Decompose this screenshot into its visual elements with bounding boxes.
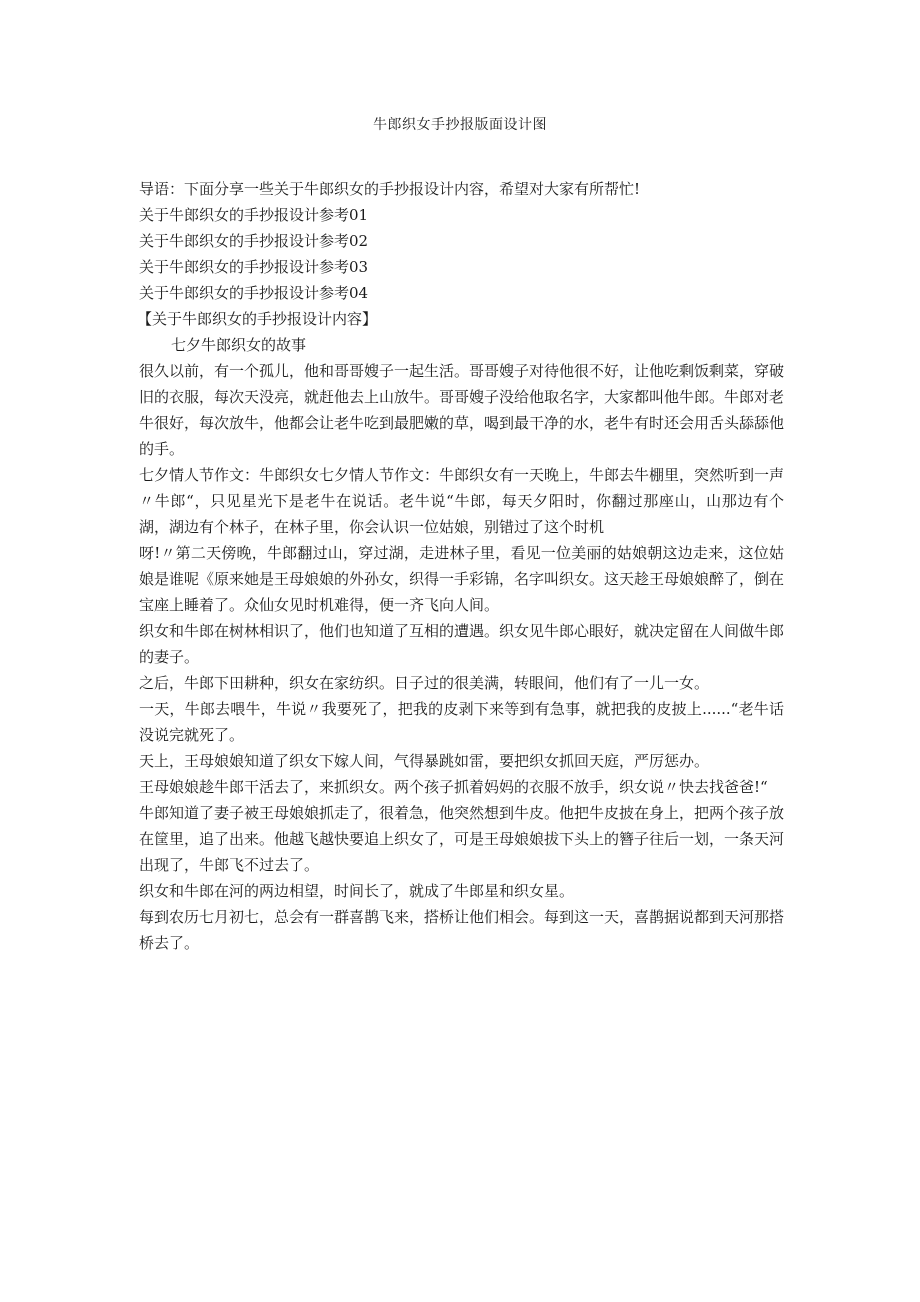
story-paragraph: 呀!〃第二天傍晚，牛郎翻过山，穿过湖，走进林子里，看见一位美丽的姑娘朝这边走来，这位姑娘是谁呢《原来她是王母娘娘的外孙女，织得一手彩锦，名字叫织女。这天趁王母娘娘醉了，倒在宝座上睡着了。众仙女见时机难得，便一齐飞向人间。: [139, 544, 785, 614]
reference-link-04: 关于牛郎织女的手抄报设计参考04: [139, 284, 369, 302]
story-title: 七夕牛郎织女的故事: [171, 336, 307, 354]
reference-link-02: 关于牛郎织女的手抄报设计参考02: [139, 232, 369, 250]
story-paragraph: 织女和牛郎在河的两边相望，时间长了，就成了牛郎星和织女星。: [139, 882, 575, 900]
reference-link-01: 关于牛郎织女的手抄报设计参考01: [139, 206, 369, 224]
section-heading: 【关于牛郎织女的手抄报设计内容】: [137, 310, 378, 328]
story-paragraph: 天上，王母娘娘知道了织女下嫁人间，气得暴跳如雷，要把织女抓回天庭，严厉惩办。: [139, 752, 710, 770]
reference-link-03: 关于牛郎织女的手抄报设计参考03: [139, 258, 369, 276]
story-paragraph: 很久以前，有一个孤儿，他和哥哥嫂子一起生活。哥哥嫂子对待他很不好，让他吃剩饭剩菜，穿破旧的衣服，每次天没亮，就赶他去上山放牛。哥哥嫂子没给他取名字，大家都叫他牛郎。牛郎对老牛很好，每次放牛，他都会让老牛吃到最肥嫩的草，喝到最干净的水，老牛有时还会用舌头舔舔他的手。: [139, 362, 785, 458]
document-title: 牛郎织女手抄报版面设计图: [373, 117, 547, 133]
story-paragraph: 王母娘娘趁牛郎干活去了，来抓织女。两个孩子抓着妈妈的衣服不放手，织女说〃快去找爸爸!“: [139, 778, 768, 796]
document-body: [139, 176, 784, 956]
story-paragraph: 织女和牛郎在树林相识了，他们也知道了互相的遭遇。织女见牛郎心眼好，就决定留在人间做牛郎的妻子。: [139, 622, 785, 666]
story-paragraph: 之后，牛郎下田耕种，织女在家纺织。日子过的很美满，转眼间，他们有了一儿一女。: [139, 674, 710, 692]
story-paragraph: 一天，牛郎去喂牛，牛说〃我要死了，把我的皮剥下来等到有急事，就把我的皮披上......“老牛话没说完就死了。: [139, 700, 784, 744]
intro-text: 导语：下面分享一些关于牛郎织女的手抄报设计内容，希望对大家有所帮忙!: [139, 180, 641, 198]
story-paragraph: 七夕情人节作文：牛郎织女七夕情人节作文：牛郎织女有一天晚上，牛郎去牛棚里，突然听到一声〃牛郎“，只见星光下是老牛在说话。老牛说“牛郎，每天夕阳时，你翻过那座山，山那边有个湖，湖边有个林子，在林子里，你会认识一位姑娘，别错过了这个时机: [139, 466, 785, 536]
story-paragraph: 每到农历七月初七，总会有一群喜鹊飞来，搭桥让他们相会。每到这一天，喜鹊据说都到天河那搭桥去了。: [139, 908, 785, 952]
story-paragraph: 牛郎知道了妻子被王母娘娘抓走了，很着急，他突然想到牛皮。他把牛皮披在身上，把两个孩子放在筐里，追了出来。他越飞越快要追上织女了，可是王母娘娘拔下头上的簪子往后一划，一条天河出现了，牛郎飞不过去了。: [139, 804, 785, 874]
